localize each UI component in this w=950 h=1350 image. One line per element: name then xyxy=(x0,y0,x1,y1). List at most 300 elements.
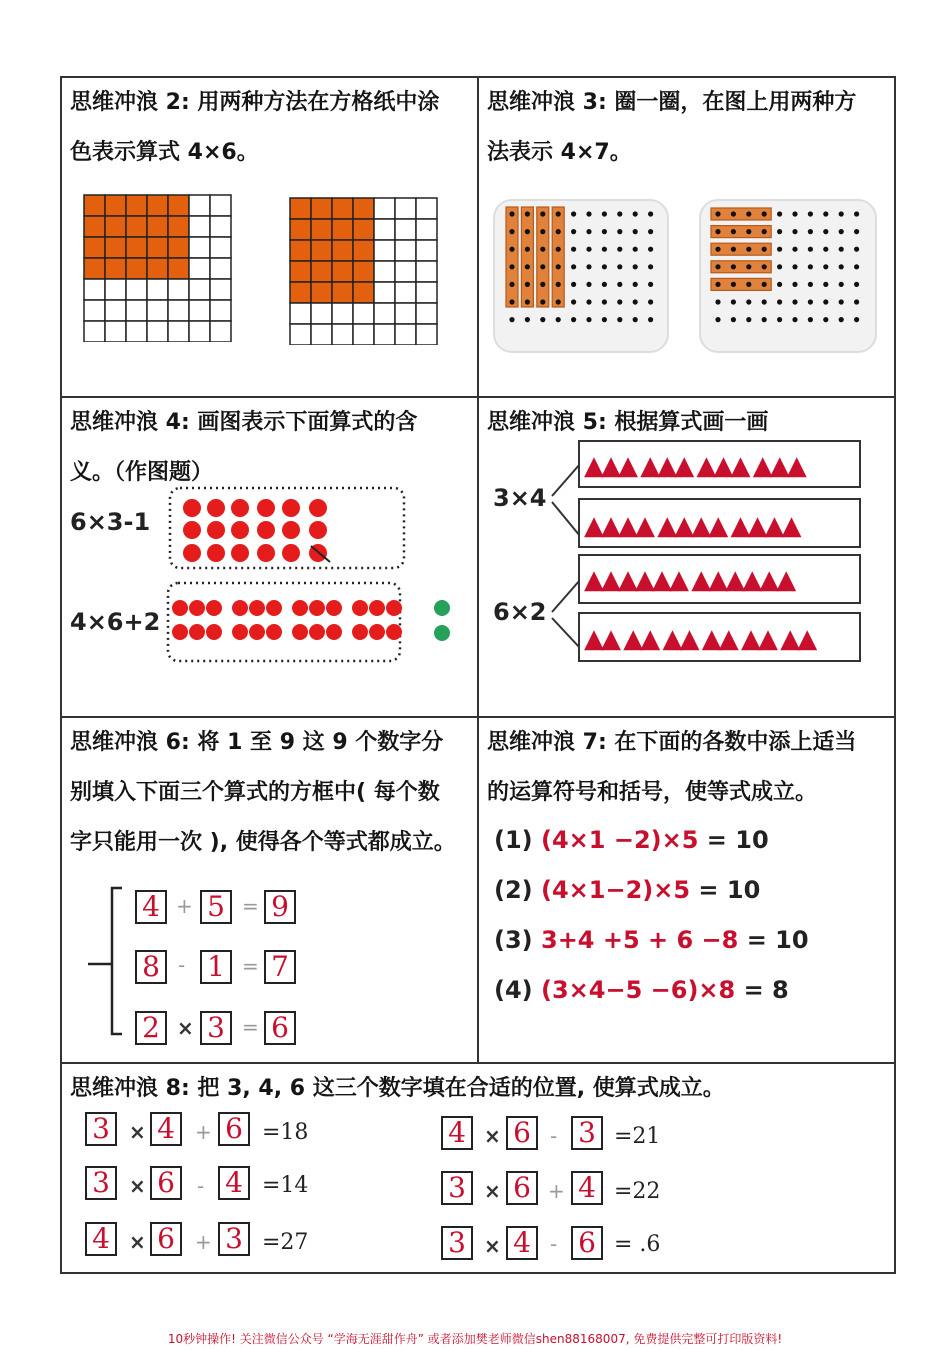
grid-cell xyxy=(374,303,395,324)
grid-dot xyxy=(777,229,782,234)
grid-dot xyxy=(839,264,844,269)
q8-left-1-c: 6 xyxy=(218,1112,250,1146)
q8-left-3-op2: + xyxy=(195,1230,212,1254)
grid-dot xyxy=(648,299,653,304)
grid-dot xyxy=(633,229,638,234)
q7-eq2-answer: (4×1−2)×5 xyxy=(541,876,691,904)
grid-dot xyxy=(540,282,545,287)
grid-dot xyxy=(854,282,859,287)
q4-expression-1: 6×3-1 xyxy=(70,508,151,536)
grid-dot xyxy=(617,282,622,287)
q7-eq4-label: (4) xyxy=(494,976,533,1004)
grid-dot xyxy=(731,299,736,304)
grid-cell-filled xyxy=(147,216,168,237)
grid-cell xyxy=(332,324,353,345)
q8-left-1-op1: × xyxy=(129,1120,146,1144)
grid-dot xyxy=(762,317,767,322)
red-dot xyxy=(207,521,225,539)
grid-dot xyxy=(854,264,859,269)
circled-group xyxy=(521,207,533,307)
red-dot xyxy=(231,521,249,539)
grid-cell xyxy=(84,279,105,300)
red-dot xyxy=(386,624,402,640)
grid-dot xyxy=(602,247,607,252)
q3-dot-board-method-2 xyxy=(698,198,878,354)
grid-cell-filled xyxy=(147,195,168,216)
grid-cell-filled xyxy=(290,282,311,303)
grid-dot xyxy=(777,299,782,304)
q7-eq1-answer: (4×1 −2)×5 xyxy=(541,826,699,854)
red-dot xyxy=(352,624,368,640)
grid-dot xyxy=(602,317,607,322)
grid-cell-filled xyxy=(353,198,374,219)
grid-dot xyxy=(525,317,530,322)
grid-cell xyxy=(84,321,105,342)
q7-equation-2 xyxy=(494,876,760,904)
q8-right-1-result: =21 xyxy=(614,1124,661,1149)
q6-title-line3: 字只能用一次 ), 使得各个等式都成立。 xyxy=(70,830,456,855)
q5-expression-2: 6×2 xyxy=(493,598,547,626)
grid-cell-filled xyxy=(311,261,332,282)
grid-cell xyxy=(210,300,231,321)
grid-cell xyxy=(416,303,437,324)
grid-dot xyxy=(746,282,751,287)
grid-cell xyxy=(147,300,168,321)
q5-answer-box-4 xyxy=(578,612,861,662)
q2-grid-method-1 xyxy=(83,194,233,342)
red-dot xyxy=(292,624,308,640)
red-dot xyxy=(309,624,325,640)
q6-eq3-box-b: 3 xyxy=(200,1011,232,1045)
grid-cell-filled xyxy=(126,258,147,279)
grid-cell xyxy=(416,198,437,219)
q8-title: 思维冲浪 8: 把 3, 4, 6 这三个数字填在合适的位置, 使算式成立。 xyxy=(70,1076,725,1101)
q2-grid-method-2 xyxy=(289,197,439,345)
grid-cell-filled xyxy=(353,219,374,240)
q3-dot-board-method-1 xyxy=(492,198,670,354)
table-border-right xyxy=(894,76,896,1274)
grid-dot xyxy=(617,299,622,304)
grid-dot xyxy=(792,229,797,234)
grid-dot xyxy=(571,247,576,252)
q8-right-1-c: 3 xyxy=(571,1116,603,1150)
grid-dot xyxy=(602,211,607,216)
grid-cell-filled xyxy=(105,216,126,237)
grid-cell-filled xyxy=(332,198,353,219)
q7-eq3-tail: = 10 xyxy=(738,926,809,954)
red-dot xyxy=(309,600,325,616)
grid-dot xyxy=(509,247,514,252)
red-dot xyxy=(266,600,282,616)
q8-right-1-op1: × xyxy=(484,1124,501,1148)
red-dot xyxy=(207,544,225,562)
grid-dot xyxy=(823,282,828,287)
grid-dot xyxy=(586,211,591,216)
q5-title: 思维冲浪 5: 根据算式画一画 xyxy=(487,410,769,435)
grid-dot xyxy=(854,247,859,252)
grid-dot xyxy=(762,211,767,216)
grid-dot xyxy=(540,299,545,304)
grid-dot xyxy=(586,299,591,304)
q8-left-1-a: 3 xyxy=(85,1112,117,1146)
q8-right-2-c: 4 xyxy=(571,1171,603,1205)
red-dot xyxy=(386,600,402,616)
q2-title-line1: 思维冲浪 2: 用两种方法在方格纸中涂 xyxy=(70,90,440,115)
grid-dot xyxy=(509,264,514,269)
grid-dot xyxy=(854,211,859,216)
grid-dot xyxy=(731,211,736,216)
q8-left-2-op1: × xyxy=(129,1174,146,1198)
grid-dot xyxy=(792,211,797,216)
grid-cell xyxy=(105,300,126,321)
q8-left-2-a: 3 xyxy=(85,1166,117,1200)
q6-eq2-op1: - xyxy=(178,953,186,977)
grid-cell-filled xyxy=(168,258,189,279)
grid-cell-filled xyxy=(332,240,353,261)
q8-right-1-b: 6 xyxy=(506,1116,538,1150)
grid-dot xyxy=(854,229,859,234)
grid-cell xyxy=(168,279,189,300)
grid-cell xyxy=(105,321,126,342)
q8-right-2-op1: × xyxy=(484,1179,501,1203)
q5-triangle-row-2: ▲▲▲▲ ▲▲▲▲ ▲▲▲▲ xyxy=(584,511,799,541)
grid-cell xyxy=(189,258,210,279)
grid-cell-filled xyxy=(311,282,332,303)
q3-title-line1: 思维冲浪 3: 圈一圈，在图上用两种方 xyxy=(487,90,857,115)
q8-left-3-a: 4 xyxy=(85,1222,117,1256)
grid-dot xyxy=(586,264,591,269)
q5-triangle-row-1: ▲▲▲ ▲▲▲ ▲▲▲ ▲▲▲ xyxy=(584,451,804,481)
red-dot xyxy=(369,624,385,640)
grid-dot xyxy=(792,264,797,269)
grid-cell-filled xyxy=(290,219,311,240)
green-dot xyxy=(434,625,450,641)
grid-dot xyxy=(823,229,828,234)
grid-dot xyxy=(715,247,720,252)
grid-cell-filled xyxy=(126,216,147,237)
q4-title-line1: 思维冲浪 4: 画图表示下面算式的含 xyxy=(70,410,418,435)
grid-cell xyxy=(416,282,437,303)
q6-eq1-op2: = xyxy=(242,894,259,918)
grid-dot xyxy=(602,229,607,234)
q4-expression-2: 4×6+2 xyxy=(70,608,161,636)
q6-brace xyxy=(84,884,128,1044)
q6-eq2-box-a: 8 xyxy=(135,950,167,984)
grid-dot xyxy=(823,247,828,252)
grid-dot xyxy=(509,299,514,304)
q7-title-line1: 思维冲浪 7: 在下面的各数中添上适当 xyxy=(487,730,857,755)
green-dot xyxy=(434,600,450,616)
grid-dot xyxy=(556,317,561,322)
q6-eq2-box-b: 1 xyxy=(200,950,232,984)
table-border-bottom xyxy=(60,1272,896,1274)
q8-left-3-result: =27 xyxy=(262,1230,309,1255)
red-dot xyxy=(282,499,300,517)
grid-dot xyxy=(808,247,813,252)
grid-dot xyxy=(571,299,576,304)
grid-cell xyxy=(332,303,353,324)
grid-dot xyxy=(617,229,622,234)
grid-cell xyxy=(395,261,416,282)
grid-cell xyxy=(395,198,416,219)
grid-dot xyxy=(602,299,607,304)
q5-triangle-row-4: ▲▲ ▲▲ ▲▲ ▲▲ ▲▲ ▲▲ xyxy=(584,624,815,654)
q8-right-2-b: 6 xyxy=(506,1171,538,1205)
grid-dot xyxy=(746,317,751,322)
grid-dot xyxy=(633,317,638,322)
grid-dot xyxy=(540,211,545,216)
q8-right-1-a: 4 xyxy=(441,1116,473,1150)
grid-dot xyxy=(839,229,844,234)
grid-cell xyxy=(168,300,189,321)
q7-equation-1 xyxy=(494,826,769,854)
dot-board-background xyxy=(494,200,668,352)
grid-dot xyxy=(602,264,607,269)
grid-cell xyxy=(105,279,126,300)
grid-cell xyxy=(416,324,437,345)
q8-left-2-b: 6 xyxy=(150,1166,182,1200)
grid-dot xyxy=(808,264,813,269)
q6-eq3-op1: × xyxy=(177,1016,194,1040)
grid-dot xyxy=(777,247,782,252)
grid-cell-filled xyxy=(126,237,147,258)
grid-cell xyxy=(374,219,395,240)
q7-eq2-tail: = 10 xyxy=(690,876,761,904)
grid-dot xyxy=(731,247,736,252)
q8-right-3-op1: × xyxy=(484,1234,501,1258)
q7-eq4-answer: (3×4−5 −6)×8 xyxy=(541,976,736,1004)
q5-answer-box-1 xyxy=(578,440,861,488)
q8-left-1-result: =18 xyxy=(262,1120,309,1145)
grid-dot xyxy=(633,247,638,252)
q6-eq1-box-c: 9 xyxy=(264,890,296,924)
grid-cell xyxy=(189,216,210,237)
table-column-divider xyxy=(477,76,479,1064)
grid-dot xyxy=(571,317,576,322)
q8-left-2-result: =14 xyxy=(262,1173,309,1198)
q6-eq3-op2: = xyxy=(242,1015,259,1039)
q6-title-line1: 思维冲浪 6: 将 1 至 9 这 9 个数字分 xyxy=(70,730,444,755)
q6-eq1-box-a: 4 xyxy=(135,890,167,924)
grid-dot xyxy=(633,299,638,304)
grid-cell xyxy=(189,321,210,342)
grid-cell xyxy=(189,279,210,300)
grid-cell-filled xyxy=(332,219,353,240)
grid-cell xyxy=(210,321,231,342)
grid-dot xyxy=(540,247,545,252)
grid-dot xyxy=(808,229,813,234)
q7-equation-3 xyxy=(494,926,809,954)
q5-answer-box-2 xyxy=(578,498,861,548)
grid-cell xyxy=(353,303,374,324)
grid-cell-filled xyxy=(353,240,374,261)
grid-cell-filled xyxy=(332,261,353,282)
grid-cell xyxy=(210,258,231,279)
q6-eq3-box-a: 2 xyxy=(135,1011,167,1045)
grid-dot xyxy=(746,247,751,252)
grid-dot xyxy=(617,317,622,322)
grid-cell-filled xyxy=(168,195,189,216)
red-dot xyxy=(369,600,385,616)
q8-right-3-op2: - xyxy=(550,1232,558,1256)
grid-dot xyxy=(762,247,767,252)
q5-expression-1: 3×4 xyxy=(493,484,547,512)
grid-dot xyxy=(762,282,767,287)
q7-eq4-tail: = 8 xyxy=(735,976,789,1004)
q8-left-3-op1: × xyxy=(129,1230,146,1254)
grid-dot xyxy=(777,264,782,269)
footer-promo-text: 10秒钟操作! 关注微信公众号 “学海无涯甜作舟” 或者添加樊老师微信shen88168007, 免费提供完整可打印版资料! xyxy=(167,1332,783,1346)
q7-eq3-answer: 3+4 +5 + 6 −8 xyxy=(541,926,739,954)
grid-cell xyxy=(147,321,168,342)
red-dot xyxy=(206,624,222,640)
q3-title-line2: 法表示 4×7。 xyxy=(487,140,632,165)
grid-cell xyxy=(395,324,416,345)
grid-dot xyxy=(556,299,561,304)
grid-cell-filled xyxy=(168,216,189,237)
red-dot xyxy=(231,499,249,517)
q8-left-1-op2: + xyxy=(195,1120,212,1144)
grid-dot xyxy=(525,211,530,216)
grid-dot xyxy=(715,264,720,269)
grid-dot xyxy=(617,247,622,252)
grid-dot xyxy=(648,317,653,322)
grid-cell xyxy=(416,261,437,282)
q8-right-3-a: 3 xyxy=(441,1226,473,1260)
grid-dot xyxy=(839,247,844,252)
q7-eq2-label: (2) xyxy=(494,876,533,904)
grid-cell xyxy=(395,282,416,303)
grid-dot xyxy=(762,264,767,269)
q8-right-3-c: 6 xyxy=(571,1226,603,1260)
grid-dot xyxy=(839,299,844,304)
q6-eq1-op1: + xyxy=(176,894,193,918)
grid-cell-filled xyxy=(126,195,147,216)
grid-dot xyxy=(823,264,828,269)
grid-dot xyxy=(525,282,530,287)
red-dot xyxy=(249,624,265,640)
grid-cell-filled xyxy=(147,237,168,258)
q6-eq3-box-c: 6 xyxy=(264,1011,296,1045)
grid-cell xyxy=(311,324,332,345)
grid-dot xyxy=(586,317,591,322)
red-dot xyxy=(232,624,248,640)
grid-cell xyxy=(84,300,105,321)
q8-right-2-op2: + xyxy=(548,1179,565,1203)
red-dot xyxy=(282,521,300,539)
q8-right-2-result: =22 xyxy=(614,1179,661,1204)
q6-eq1-box-b: 5 xyxy=(200,890,232,924)
grid-cell-filled xyxy=(353,282,374,303)
grid-cell xyxy=(353,324,374,345)
grid-cell xyxy=(395,240,416,261)
grid-dot xyxy=(715,229,720,234)
grid-cell xyxy=(311,303,332,324)
grid-dot xyxy=(823,211,828,216)
dot-board-background xyxy=(700,200,876,352)
q8-left-2-c: 4 xyxy=(218,1166,250,1200)
grid-dot xyxy=(556,264,561,269)
grid-cell xyxy=(126,321,147,342)
red-dot xyxy=(257,544,275,562)
grid-dot xyxy=(556,229,561,234)
grid-dot xyxy=(823,317,828,322)
grid-dot xyxy=(633,211,638,216)
grid-cell xyxy=(416,240,437,261)
grid-cell xyxy=(147,279,168,300)
grid-dot xyxy=(633,282,638,287)
dotted-frame xyxy=(168,583,400,661)
grid-cell xyxy=(374,240,395,261)
grid-dot xyxy=(777,317,782,322)
red-dot xyxy=(257,521,275,539)
grid-dot xyxy=(746,299,751,304)
q7-title-line2: 的运算符号和括号，使等式成立。 xyxy=(487,780,818,805)
grid-cell-filled xyxy=(84,216,105,237)
red-dot xyxy=(231,544,249,562)
grid-dot xyxy=(854,299,859,304)
grid-cell-filled xyxy=(290,261,311,282)
grid-dot xyxy=(808,299,813,304)
q4-drawing-2 xyxy=(164,580,454,664)
grid-dot xyxy=(509,282,514,287)
grid-cell xyxy=(126,279,147,300)
grid-dot xyxy=(540,229,545,234)
grid-cell-filled xyxy=(290,240,311,261)
grid-dot xyxy=(571,282,576,287)
grid-cell xyxy=(374,324,395,345)
grid-dot xyxy=(602,282,607,287)
grid-dot xyxy=(648,229,653,234)
grid-cell xyxy=(210,237,231,258)
q2-title-line2: 色表示算式 4×6。 xyxy=(70,140,259,165)
grid-cell xyxy=(290,324,311,345)
grid-cell xyxy=(395,303,416,324)
red-dot xyxy=(183,544,201,562)
red-dot xyxy=(326,600,342,616)
red-dot xyxy=(352,600,368,616)
q8-left-1-b: 4 xyxy=(150,1112,182,1146)
grid-dot xyxy=(509,229,514,234)
grid-cell xyxy=(126,300,147,321)
grid-dot xyxy=(556,211,561,216)
grid-dot xyxy=(633,264,638,269)
grid-cell xyxy=(210,279,231,300)
q8-right-1-op2: - xyxy=(550,1124,558,1148)
grid-dot xyxy=(571,264,576,269)
grid-dot xyxy=(648,282,653,287)
grid-dot xyxy=(617,264,622,269)
q6-eq2-box-c: 7 xyxy=(264,950,296,984)
grid-dot xyxy=(586,282,591,287)
grid-dot xyxy=(715,282,720,287)
grid-dot xyxy=(746,211,751,216)
grid-dot xyxy=(792,299,797,304)
grid-dot xyxy=(746,264,751,269)
q7-equation-4 xyxy=(494,976,789,1004)
grid-dot xyxy=(648,211,653,216)
grid-dot xyxy=(731,282,736,287)
q7-eq1-tail: = 10 xyxy=(698,826,769,854)
grid-dot xyxy=(854,317,859,322)
grid-dot xyxy=(525,229,530,234)
grid-dot xyxy=(715,299,720,304)
red-dot xyxy=(172,624,188,640)
grid-dot xyxy=(571,229,576,234)
grid-dot xyxy=(586,229,591,234)
grid-dot xyxy=(731,229,736,234)
grid-dot xyxy=(746,229,751,234)
